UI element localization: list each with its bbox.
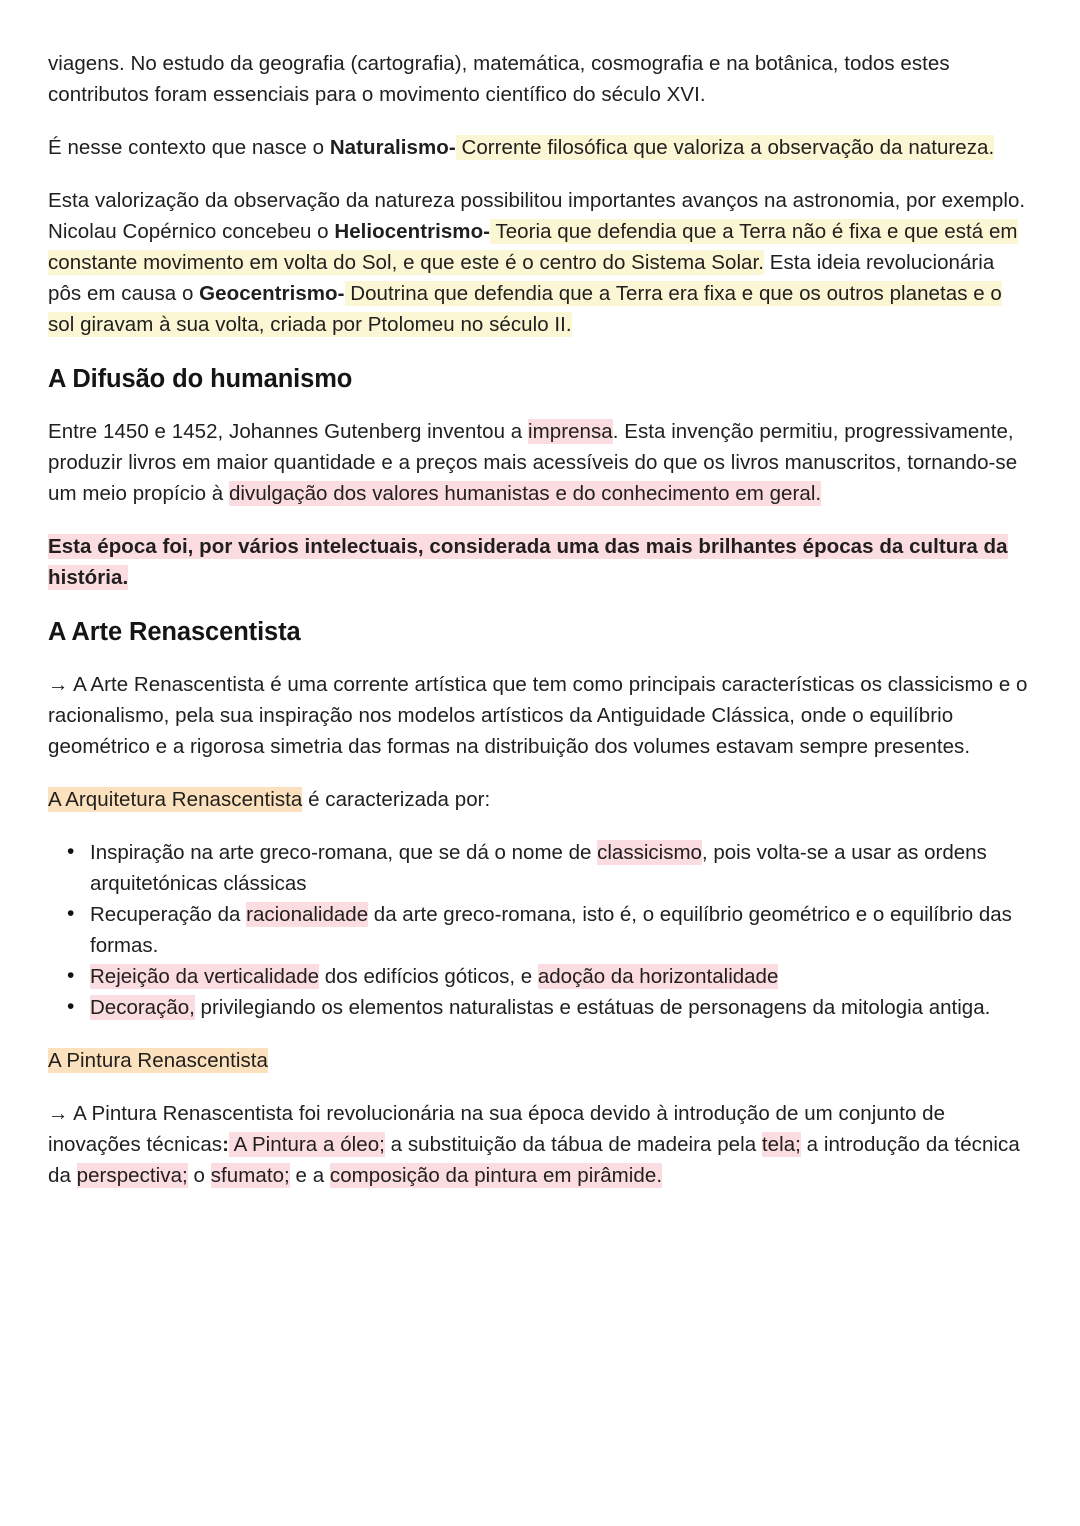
- paragraph-gutenberg: [48, 416, 1032, 509]
- paragraph-epoca-brilhante: [48, 531, 1032, 593]
- paragraph-tail-text: é caracterizada por:: [302, 788, 491, 811]
- paragraph-text: viagens. No estudo da geografia (cartografia), matemática, cosmografia e na botânica, todos estes contributos foram essenciais para o movimento científico do século XVI.: [48, 52, 950, 106]
- paragraph-text: A Arte Renascentista é uma corrente artística que tem como principais características os classicismo e o racionalismo, pela sua inspiração nos modelos artísticos da Antiguidade Clássica, onde o equilíbrio geométrico e a rigorosa simetria das formas na distribuição dos volumes estavam sempre presentes.: [48, 673, 1028, 758]
- highlight-pink-sfumato: sfumato;: [210, 1164, 290, 1187]
- highlight-pink-divulgacao-valores: divulgação dos valores humanistas e do conhecimento em geral.: [228, 482, 822, 505]
- highlight-pink-imprensa: imprensa: [528, 420, 613, 443]
- bold-term-naturalismo: Naturalismo-: [329, 136, 456, 159]
- highlight-pink-rejeicao-verticalidade: Rejeição da verticalidade: [90, 965, 320, 988]
- paragraph-segment-2: Esta ideia revolucionária pôs em causa o: [48, 251, 995, 305]
- highlight-yellow-geocentrismo-definition: Doutrina que defendia que a Terra era fixa e que os outros planetas e o sol giravam à sua volta, criada por Ptolomeu no século II.: [48, 282, 1002, 336]
- paragraph-arte-definicao: [48, 669, 1032, 762]
- list-arquitetura-caracteristicas: [48, 837, 1032, 1023]
- highlight-pink-racionalidade: racionalidade: [246, 903, 369, 926]
- paragraph-viagens: [48, 48, 1032, 110]
- list-item-segment-2: da arte greco-romana, isto é, o equilíbrio geométrico e o equilíbrio das formas.: [90, 903, 1012, 957]
- list-item-segment-1: Inspiração na arte greco-romana, que se dá o nome de: [90, 841, 598, 864]
- highlight-pink-bold-epoca-brilhante: Esta época foi, por vários intelectuais, considerada uma das mais brilhantes épocas da cultura da história.: [48, 535, 1008, 589]
- highlight-pink-perspectiva: perspectiva;: [76, 1164, 188, 1187]
- heading-difusao-humanismo: A Difusão do humanismo: [48, 365, 353, 393]
- highlight-yellow-heliocentrismo-definition: Teoria que defendia que a Terra não é fixa e que está em constante movimento em volta do Sol, e que este é o centro do Sistema Solar.: [48, 220, 1018, 274]
- paragraph-segment-2: a substituição da tábua de madeira pela: [384, 1133, 762, 1156]
- bold-colon: :: [222, 1133, 229, 1156]
- list-item-segment-1: Recuperação da: [90, 903, 247, 926]
- paragraph-arquitetura-label: [48, 784, 1032, 815]
- paragraph-pintura-label: [48, 1045, 1032, 1076]
- paragraph-segment-2: . Esta invenção permitiu, progressivamente, produzir livros em maior quantidade e a preços mais acessíveis do que os livros manuscritos, tornando-se um meio propício à: [48, 420, 1018, 505]
- paragraph-segment-1: Entre 1450 e 1452, Johannes Gutenberg inventou a: [48, 420, 529, 443]
- paragraph-segment-1: A Pintura Renascentista foi revolucionária na sua época devido à introdução de um conjunto de inovações técnicas: [48, 1102, 946, 1156]
- highlight-orange-arquitetura-renascentista: A Arquitetura Renascentista: [48, 788, 303, 811]
- paragraph-pintura-definicao: [48, 1098, 1032, 1191]
- paragraph-lead-text: É nesse contexto que nasce o: [48, 136, 330, 159]
- arrow-right-icon: →: [48, 673, 69, 696]
- heading-arte-renascentista: A Arte Renascentista: [48, 618, 301, 646]
- paragraph-segment-1: Esta valorização da observação da natureza possibilitou importantes avanços na astronomia, por exemplo. Nicolau Copérnico concebeu o: [48, 189, 1026, 243]
- bold-term-geocentrismo: Geocentrismo-: [199, 282, 345, 305]
- list-item-segment-2: privilegiando os elementos naturalistas e estátuas de personagens da mitologia antiga.: [194, 996, 991, 1019]
- paragraph-segment-3: a introdução da técnica da: [48, 1133, 1020, 1187]
- highlight-pink-tela: tela;: [761, 1133, 801, 1156]
- highlight-pink-pintura-a-oleo: A Pintura a óleo;: [229, 1133, 385, 1156]
- paragraph-naturalismo: [48, 132, 1032, 163]
- arrow-right-icon: →: [48, 1102, 69, 1125]
- paragraph-segment-5: e a: [289, 1164, 330, 1187]
- paragraph-segment-4: o: [187, 1164, 211, 1187]
- paragraph-heliocentrismo-geocentrismo: [48, 185, 1032, 340]
- list-item: [90, 899, 1032, 961]
- highlight-pink-decoracao: Decoração,: [90, 996, 195, 1019]
- list-item: [90, 992, 1032, 1023]
- highlight-orange-pintura-renascentista: A Pintura Renascentista: [48, 1049, 268, 1072]
- list-item: [90, 961, 1032, 992]
- list-item-segment-2: dos edifícios góticos, e: [319, 965, 538, 988]
- highlight-pink-adocao-horizontalidade: adoção da horizontalidade: [537, 965, 779, 988]
- highlight-pink-classicismo: classicismo: [597, 841, 702, 864]
- highlight-pink-composicao-piramide: composição da pintura em pirâmide.: [329, 1164, 663, 1187]
- highlight-yellow-naturalismo-definition: Corrente filosófica que valoriza a observação da natureza.: [455, 136, 995, 159]
- bold-term-heliocentrismo: Heliocentrismo-: [334, 220, 491, 243]
- list-item: [90, 837, 1032, 899]
- list-item-segment-2: , pois volta-se a usar as ordens arquitetónicas clássicas: [90, 841, 987, 895]
